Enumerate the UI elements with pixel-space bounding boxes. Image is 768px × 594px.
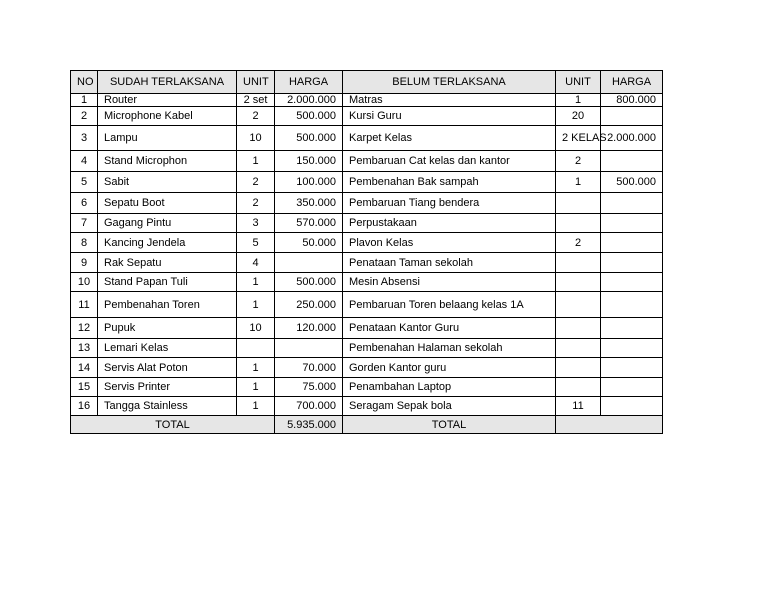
cell-price-pending <box>601 397 663 416</box>
table-row <box>71 339 663 358</box>
cell-no: 4 <box>71 151 98 172</box>
cell-done: Kancing Jendela <box>98 233 237 253</box>
cell-price-pending <box>601 193 663 214</box>
cell-unit-done: 1 <box>237 378 275 397</box>
cell-price-done: 700.000 <box>275 397 343 416</box>
cell-unit-pending <box>556 292 601 318</box>
header-pending: BELUM TERLAKSANA <box>343 71 556 94</box>
cell-done: Sepatu Boot <box>98 193 237 214</box>
table-row <box>71 397 663 416</box>
cell-done: Router <box>98 94 237 107</box>
cell-unit-pending: 1 <box>556 172 601 193</box>
cell-unit-pending: 20 <box>556 107 601 126</box>
cell-unit-done: 2 <box>237 193 275 214</box>
cell-unit-pending: 2 <box>556 233 601 253</box>
cell-done: Servis Printer <box>98 378 237 397</box>
cell-pending: Penataan Taman sekolah <box>343 253 556 273</box>
cell-unit-done: 3 <box>237 214 275 233</box>
cell-price-done: 500.000 <box>275 273 343 292</box>
cell-pending: Pembaruan Cat kelas dan kantor <box>343 151 556 172</box>
table-row <box>71 126 663 151</box>
cell-no: 8 <box>71 233 98 253</box>
table-row <box>71 292 663 318</box>
cell-unit-pending <box>556 273 601 292</box>
cell-no: 5 <box>71 172 98 193</box>
cell-price-pending: 800.000 <box>601 94 663 107</box>
cell-unit-pending <box>556 318 601 339</box>
cell-done: Sabit <box>98 172 237 193</box>
cell-done: Lemari Kelas <box>98 339 237 358</box>
table-row <box>71 378 663 397</box>
cell-pending: Kursi Guru <box>343 107 556 126</box>
cell-price-pending <box>601 273 663 292</box>
cell-price-done: 500.000 <box>275 107 343 126</box>
table-row <box>71 273 663 292</box>
cell-no: 15 <box>71 378 98 397</box>
table-row <box>71 193 663 214</box>
cell-unit-done: 1 <box>237 273 275 292</box>
table-row <box>71 318 663 339</box>
cell-price-done <box>275 339 343 358</box>
cell-no: 3 <box>71 126 98 151</box>
cell-no: 6 <box>71 193 98 214</box>
cell-unit-done: 10 <box>237 318 275 339</box>
cell-pending: Mesin Absensi <box>343 273 556 292</box>
cell-pending: Pembenahan Halaman sekolah <box>343 339 556 358</box>
header-price-pending: HARGA <box>601 71 663 94</box>
cell-unit-done: 4 <box>237 253 275 273</box>
cell-price-done: 500.000 <box>275 126 343 151</box>
cell-unit-done: 1 <box>237 292 275 318</box>
cell-price-done: 2.000.000 <box>275 94 343 107</box>
cell-price-done: 570.000 <box>275 214 343 233</box>
cell-price-done: 120.000 <box>275 318 343 339</box>
cell-price-pending <box>601 107 663 126</box>
cell-no: 14 <box>71 358 98 378</box>
cell-unit-done: 1 <box>237 397 275 416</box>
cell-unit-pending: 2 KELAS <box>556 126 601 151</box>
total-price-pending <box>556 416 663 434</box>
cell-price-pending <box>601 339 663 358</box>
cell-price-done: 150.000 <box>275 151 343 172</box>
cell-no: 10 <box>71 273 98 292</box>
header-unit-done: UNIT <box>237 71 275 94</box>
cell-pending: Gorden Kantor guru <box>343 358 556 378</box>
cell-pending: Perpustakaan <box>343 214 556 233</box>
cell-pending: Penataan Kantor Guru <box>343 318 556 339</box>
cell-done: Rak Sepatu <box>98 253 237 273</box>
cell-no: 7 <box>71 214 98 233</box>
cell-unit-done: 10 <box>237 126 275 151</box>
cell-pending: Pembaruan Toren belaang kelas 1A <box>343 292 556 318</box>
cell-price-pending <box>601 214 663 233</box>
cell-price-pending <box>601 233 663 253</box>
cell-no: 12 <box>71 318 98 339</box>
cell-pending: Pembaruan Tiang bendera <box>343 193 556 214</box>
cell-price-pending <box>601 292 663 318</box>
cell-price-pending <box>601 318 663 339</box>
cell-price-pending: 2.000.000 <box>601 126 663 151</box>
cell-pending: Matras <box>343 94 556 107</box>
header-row <box>71 71 663 94</box>
header-no: NO <box>71 71 98 94</box>
cell-unit-pending <box>556 193 601 214</box>
header-done: SUDAH TERLAKSANA <box>98 71 237 94</box>
cell-unit-pending <box>556 214 601 233</box>
table-row <box>71 94 663 107</box>
cell-no: 11 <box>71 292 98 318</box>
table-row <box>71 233 663 253</box>
cell-unit-pending: 1 <box>556 94 601 107</box>
cell-price-pending <box>601 253 663 273</box>
cell-pending: Plavon Kelas <box>343 233 556 253</box>
cell-price-done <box>275 253 343 273</box>
cell-price-done: 350.000 <box>275 193 343 214</box>
cell-price-pending <box>601 151 663 172</box>
cell-no: 2 <box>71 107 98 126</box>
table-row <box>71 172 663 193</box>
cell-no: 13 <box>71 339 98 358</box>
cell-price-done: 100.000 <box>275 172 343 193</box>
cell-pending: Pembenahan Bak sampah <box>343 172 556 193</box>
cell-unit-pending <box>556 253 601 273</box>
cell-price-done: 50.000 <box>275 233 343 253</box>
cell-done: Microphone Kabel <box>98 107 237 126</box>
cell-unit-done: 1 <box>237 151 275 172</box>
budget-table <box>70 70 663 434</box>
cell-price-pending: 500.000 <box>601 172 663 193</box>
cell-pending: Karpet Kelas <box>343 126 556 151</box>
cell-unit-pending <box>556 358 601 378</box>
cell-unit-pending: 11 <box>556 397 601 416</box>
cell-pending: Seragam Sepak bola <box>343 397 556 416</box>
cell-price-done: 70.000 <box>275 358 343 378</box>
total-price-done: 5.935.000 <box>275 416 343 434</box>
cell-price-done: 75.000 <box>275 378 343 397</box>
cell-no: 16 <box>71 397 98 416</box>
cell-unit-done: 2 set <box>237 94 275 107</box>
table-row <box>71 151 663 172</box>
cell-done: Stand Papan Tuli <box>98 273 237 292</box>
cell-unit-pending <box>556 378 601 397</box>
cell-done: Lampu <box>98 126 237 151</box>
cell-done: Pupuk <box>98 318 237 339</box>
cell-unit-done: 5 <box>237 233 275 253</box>
header-price-done: HARGA <box>275 71 343 94</box>
cell-unit-pending: 2 <box>556 151 601 172</box>
table-row <box>71 358 663 378</box>
cell-price-pending <box>601 358 663 378</box>
cell-pending: Penambahan Laptop <box>343 378 556 397</box>
cell-done: Stand Microphon <box>98 151 237 172</box>
cell-unit-pending <box>556 339 601 358</box>
cell-price-pending <box>601 378 663 397</box>
total-label-pending: TOTAL <box>343 416 556 434</box>
cell-done: Servis Alat Poton <box>98 358 237 378</box>
cell-unit-done: 2 <box>237 107 275 126</box>
cell-no: 9 <box>71 253 98 273</box>
header-unit-pending: UNIT <box>556 71 601 94</box>
cell-unit-done: 1 <box>237 358 275 378</box>
table-row <box>71 253 663 273</box>
total-label-done: TOTAL <box>71 416 275 434</box>
cell-done: Pembenahan Toren <box>98 292 237 318</box>
table-row <box>71 214 663 233</box>
total-row <box>71 416 663 434</box>
table-row <box>71 107 663 126</box>
cell-unit-done: 2 <box>237 172 275 193</box>
cell-no: 1 <box>71 94 98 107</box>
cell-unit-done <box>237 339 275 358</box>
cell-price-done: 250.000 <box>275 292 343 318</box>
cell-done: Gagang Pintu <box>98 214 237 233</box>
cell-done: Tangga Stainless <box>98 397 237 416</box>
